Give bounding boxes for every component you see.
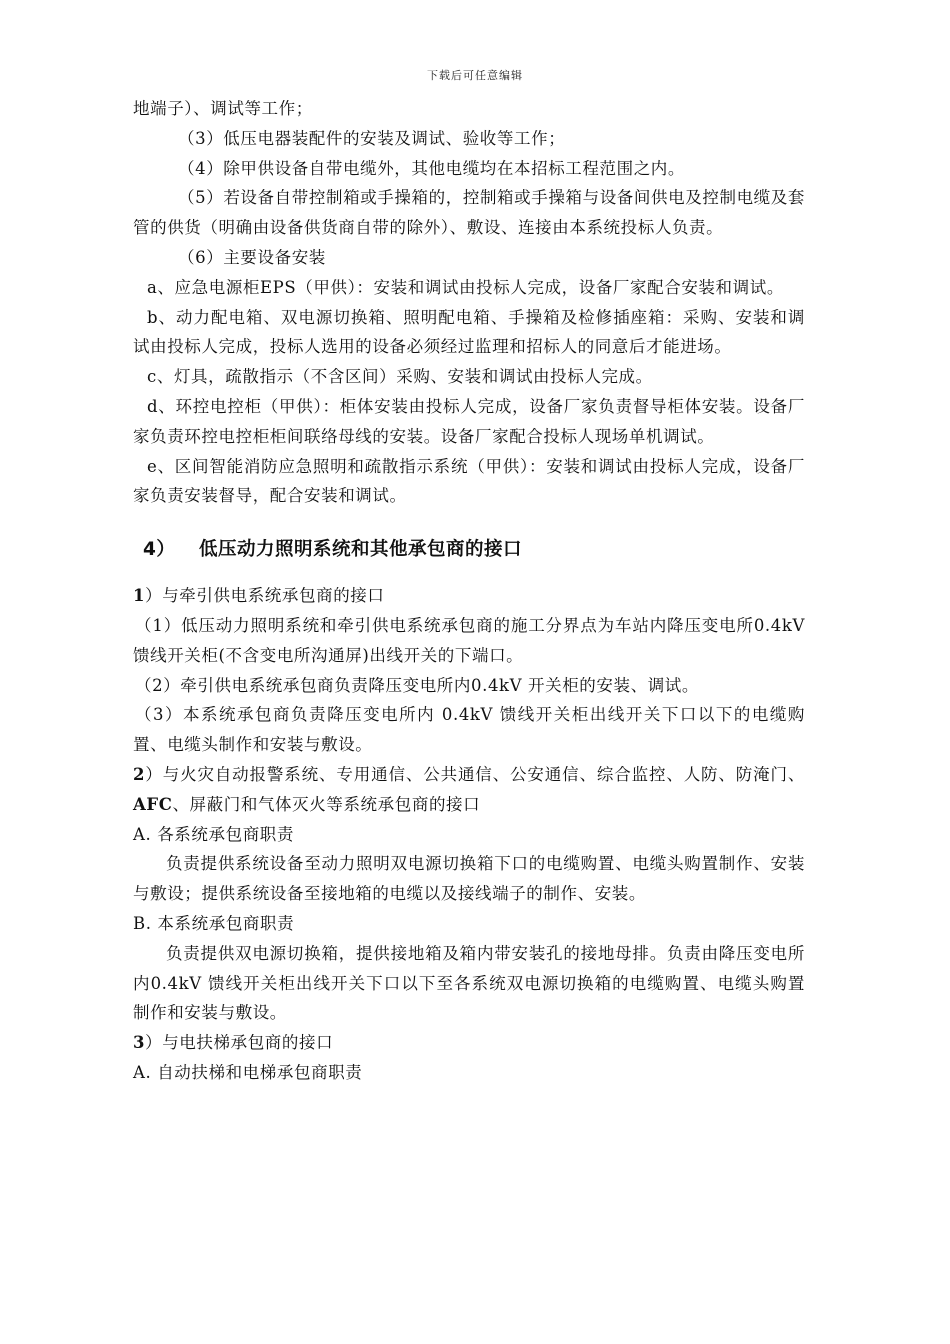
paragraph: 负责提供系统设备至动力照明双电源切换箱下口的电缆购置、电缆头购置制作、安装与敷设；提供系统设备至接地箱的电缆以及接线端子的制作、安装。	[133, 854, 805, 904]
paragraph: （2）牵引供电系统承包商负责降压变电所内0.4kV 开关柜的安装、调试。	[135, 675, 699, 695]
paragraph: 负责提供双电源切换箱，提供接地箱及箱内带安装孔的接地母排。负责由降压变电所内0.4kV 馈线开关柜出线开关下口以下至各系统双电源切换箱的电缆购置、电缆头购置制作和安装与敷设。	[133, 943, 805, 1023]
paragraph: （5）若设备自带控制箱或手操箱的，控制箱或手操箱与设备间供电及控制电缆及套管的供货（明确由设备供货商自带的除外）、敷设、连接由本系统投标人负责。	[133, 188, 805, 238]
item-heading-a: A. 各系统承包商职责	[133, 824, 295, 844]
subsection-title-2: 2）与火灾自动报警系统、专用通信、公共通信、公安通信、综合监控、人防、防淹门、AFC、屏蔽门和气体灭火等系统承包商的接口	[133, 764, 805, 814]
section-heading-number: 4）	[143, 539, 176, 561]
paragraph: （3）低压电器装配件的安装及调试、验收等工作；	[178, 128, 566, 148]
paragraph: e、区间智能消防应急照明和疏散指示系统（甲供）：安装和调试由投标人完成，设备厂家负责安装督导，配合安装和调试。	[133, 456, 805, 506]
paragraph: （1）低压动力照明系统和牵引供电系统承包商的施工分界点为车站内降压变电所0.4kV 馈线开关柜(不含变电所沟通屏)出线开关的下端口。	[133, 615, 805, 665]
section-heading	[143, 535, 805, 561]
item-heading-b: B. 本系统承包商职责	[133, 913, 295, 933]
paragraph: a、应急电源柜EPS（甲供）：安装和调试由投标人完成，设备厂家配合安装和调试。	[147, 277, 784, 297]
paragraph: c、灯具，疏散指示（不含区间）采购、安装和调试由投标人完成。	[147, 367, 653, 387]
paragraph: b、动力配电箱、双电源切换箱、照明配电箱、手操箱及检修插座箱：采购、安装和调试由投标人完成，投标人选用的设备必须经过监理和招标人的同意后才能进场。	[133, 307, 805, 357]
paragraph: d、环控电控柜（甲供）：柜体安装由投标人完成，设备厂家负责督导柜体安装。设备厂家负责环控电控柜柜间联络母线的安装。设备厂家配合投标人现场单机调试。	[133, 396, 805, 446]
paragraph: （3）本系统承包商负责降压变电所内 0.4kV 馈线开关柜出线开关下口以下的电缆购置、电缆头制作和安装与敷设。	[133, 705, 805, 755]
paragraph: （4）除甲供设备自带电缆外，其他电缆均在本招标工程范围之内。	[178, 158, 685, 178]
paragraph: 地端子）、调试等工作；	[133, 99, 313, 118]
paragraph: （6）主要设备安装	[178, 247, 326, 267]
subsection-title-3: 3）与电扶梯承包商的接口	[133, 1033, 334, 1053]
section-heading-title: 低压动力照明系统和其他承包商的接口	[199, 539, 523, 561]
document-body	[133, 94, 805, 1088]
section-a	[133, 94, 805, 511]
subsection-title-1: 1）与牵引供电系统承包商的接口	[133, 586, 385, 606]
item-heading-a: A. 自动扶梯和电梯承包商职责	[133, 1062, 363, 1082]
page-header: 下载后可任意编辑	[427, 69, 523, 82]
